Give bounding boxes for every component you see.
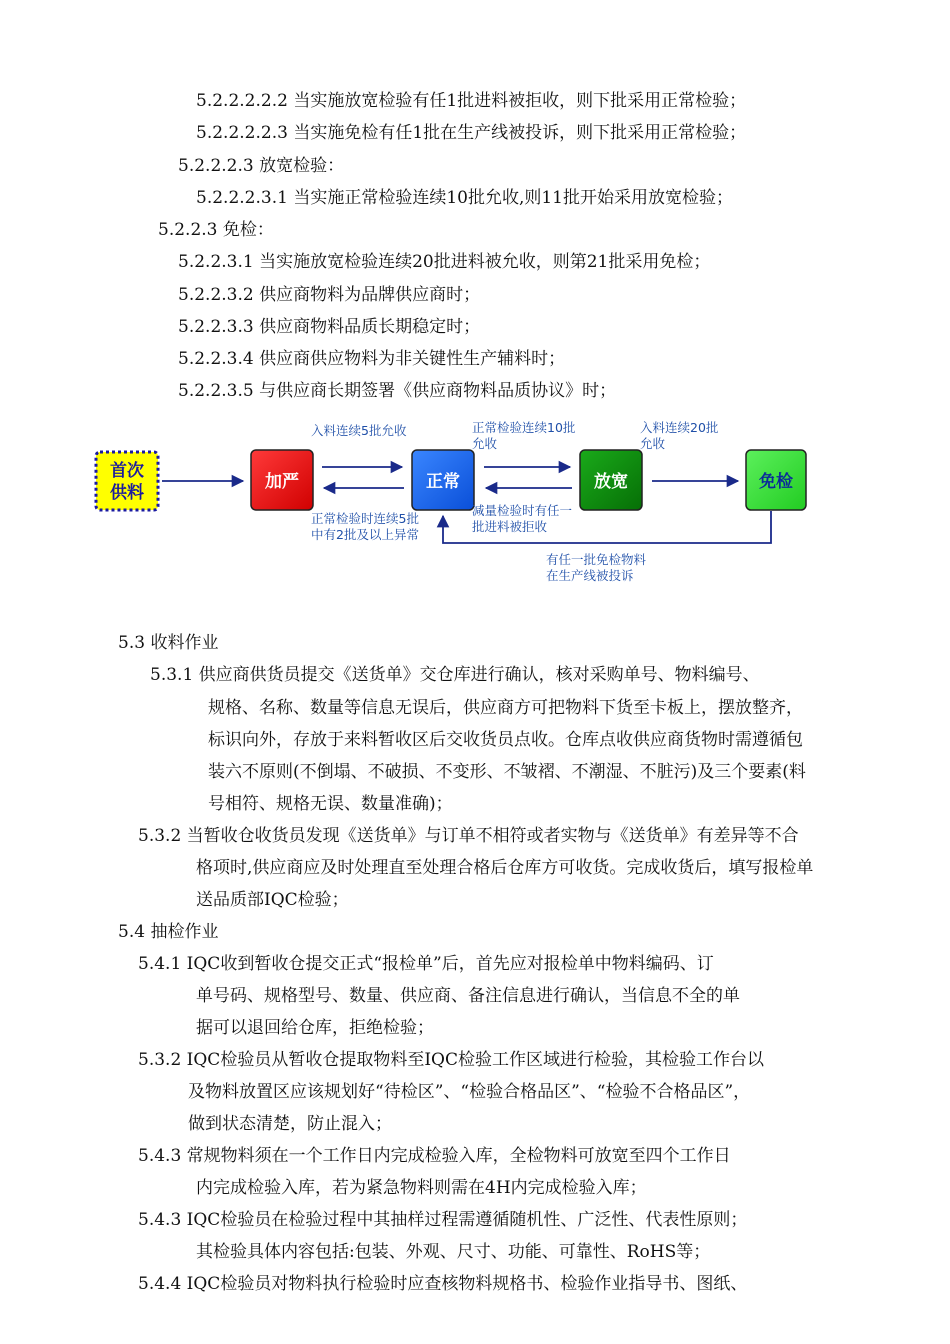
clause-5-4-3b-line-2: 其检验具体内容包括:包装、外观、尺寸、功能、可靠性、RoHS等； — [196, 1242, 711, 1262]
label-exempt-to-normal-2: 在生产线被投诉 — [546, 568, 634, 583]
clause-5-2-2-3-4: 5.2.2.3.4 供应商供应物料为非关键性生产辅料时； — [178, 349, 566, 369]
clause-5-3-2-line-1: 5.3.2 当暂收仓收货员发现《送货单》与订单不相符或者实物与《送货单》有差异等不合 — [138, 826, 799, 846]
clause-5-3-1-line-1: 5.3.1 供应商供货员提交《送货单》交仓库进行确认，核对采购单号、物料编号、 — [150, 665, 760, 685]
clause-5-2-2-2-2-3: 5.2.2.2.2.3 当实施免检有任1批在生产线被投诉，则下批采用正常检验； — [196, 123, 747, 143]
label-reduced-to-normal-1: 减量检验时有任一 — [472, 503, 573, 518]
normal-label: 正常 — [426, 472, 460, 492]
label-reduced-to-normal-2: 批进料被拒收 — [472, 519, 548, 534]
first-supply-label-2: 供料 — [110, 483, 144, 503]
exempt-box — [746, 450, 806, 510]
tightened-box — [251, 450, 313, 510]
clause-5-2-2-3-2: 5.2.2.3.2 供应商物料为品牌供应商时； — [178, 285, 481, 305]
section-5-3-heading: 5.3 收料作业 — [118, 633, 219, 653]
clause-5-4-1-line-3: 据可以退回给仓库，拒绝检验； — [196, 1018, 434, 1038]
clause-5-3-1-line-5: 号相符、规格无误、数量准确)； — [208, 794, 453, 814]
clause-5-2-2-2-3-1: 5.2.2.2.3.1 当实施正常检验连续10批允收,则11批开始采用放宽检验； — [196, 188, 733, 208]
clause-5-3-1-line-2: 规格、名称、数量等信息无误后，供应商方可把物料下货至卡板上，摆放整齐， — [208, 698, 803, 718]
label-tight-to-normal: 入料连续5批允收 — [311, 423, 407, 438]
label-normal-to-tight-2: 中有2批及以上异常 — [311, 527, 419, 542]
clause-5-3-1-line-4: 装六不原则(不倒塌、不破损、不变形、不皱褶、不潮湿、不脏污)及三个要素(料 — [208, 762, 806, 782]
clause-5-4-1-line-1: 5.4.1 IQC收到暂收仓提交正式“报检单”后，首先应对报检单中物料编码、订 — [138, 954, 714, 974]
clause-5-3-2-line-2: 格项时,供应商应及时处理直至处理合格后仓库方可收货。完成收货后，填写报检单 — [196, 858, 814, 878]
tightened-label: 加严 — [265, 472, 299, 492]
clause-5-4-4-line-1: 5.4.4 IQC检验员对物料执行检验时应查核物料规格书、检验作业指导书、图纸、 — [138, 1274, 748, 1294]
normal-box — [412, 450, 474, 510]
clause-5-2-2-3: 5.2.2.3 免检： — [158, 220, 274, 240]
clause-5-3-2b-line-2: 及物料放置区应该规划好“待检区”、“检验合格品区”、“检验不合格品区”， — [188, 1082, 751, 1102]
clause-5-4-1-line-2: 单号码、规格型号、数量、供应商、备注信息进行确认，当信息不全的单 — [196, 986, 740, 1006]
first-supply-label-1: 首次 — [110, 461, 144, 481]
clause-5-4-3-line-2: 内完成检验入库，若为紧急物料则需在4H内完成检验入库； — [196, 1178, 647, 1198]
label-normal-to-reduced-1: 正常检验连续10批 — [472, 420, 576, 435]
label-reduced-to-exempt-1: 入料连续20批 — [640, 420, 719, 435]
clause-5-3-2-line-3: 送品质部IQC检验； — [196, 890, 349, 910]
exempt-label: 免检 — [759, 472, 793, 492]
clause-5-3-1-line-3: 标识向外，存放于来料暂收区后交收货员点收。仓库点收供应商货物时需遵循包 — [208, 730, 803, 750]
clause-5-2-2-2-3: 5.2.2.2.3 放宽检验： — [178, 156, 345, 176]
clause-5-2-2-2-2-2: 5.2.2.2.2.2 当实施放宽检验有任1批进料被拒收，则下批采用正常检验； — [196, 91, 747, 111]
label-normal-to-tight-1: 正常检验时连续5批 — [311, 511, 419, 526]
clause-5-2-2-3-3: 5.2.2.3.3 供应商物料品质长期稳定时； — [178, 317, 481, 337]
section-5-4-heading: 5.4 抽检作业 — [118, 922, 219, 942]
clause-5-3-2b-line-3: 做到状态清楚，防止混入； — [188, 1114, 392, 1134]
clause-5-3-2b-line-1: 5.3.2 IQC检验员从暂收仓提取物料至IQC检验工作区域进行检验，其检验工作台以 — [138, 1050, 764, 1070]
clause-5-2-2-3-5: 5.2.2.3.5 与供应商长期签署《供应商物料品质协议》时； — [178, 381, 617, 401]
inspection-level-flow-diagram — [0, 410, 950, 600]
label-normal-to-reduced-2: 允收 — [472, 436, 498, 451]
reduced-box — [580, 450, 642, 510]
clause-5-4-3b-line-1: 5.4.3 IQC检验员在检验过程中其抽样过程需遵循随机性、广泛性、代表性原则； — [138, 1210, 748, 1230]
first-supply-box — [96, 452, 158, 510]
label-reduced-to-exempt-2: 允收 — [640, 436, 666, 451]
clause-5-2-2-3-1: 5.2.2.3.1 当实施放宽检验连续20批进料被允收，则第21批采用免检； — [178, 252, 711, 272]
reduced-label: 放宽 — [594, 472, 628, 492]
clause-5-4-3-line-1: 5.4.3 常规物料须在一个工作日内完成检验入库，全检物料可放宽至四个工作日 — [138, 1146, 731, 1166]
label-exempt-to-normal-1: 有任一批免检物料 — [546, 552, 647, 567]
